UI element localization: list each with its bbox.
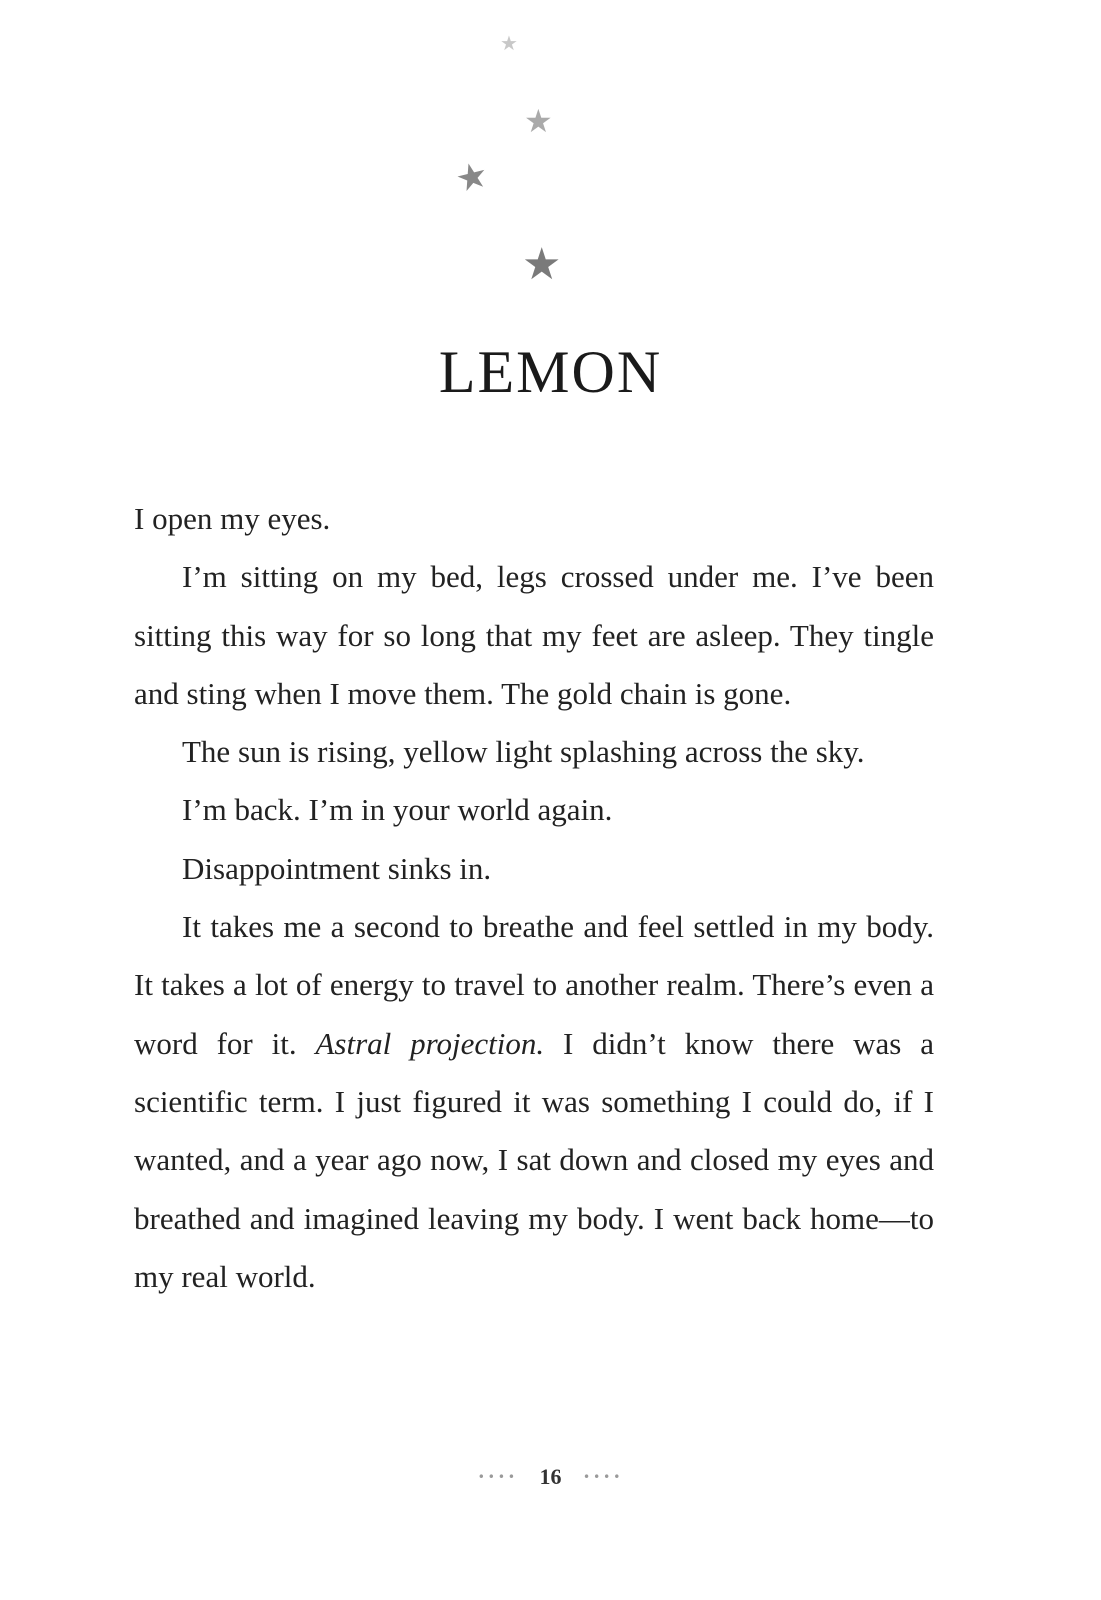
- star-icon: ★: [524, 102, 553, 140]
- paragraph: Disappointment sinks in.: [182, 850, 492, 886]
- paragraph: I open my eyes.: [134, 501, 331, 536]
- footer-dots-left: ••••: [477, 1469, 518, 1484]
- paragraph: [134, 898, 934, 1306]
- star-icon: ★: [500, 31, 518, 55]
- paragraph-text: I didn’t know there was a scientific term. I just figured it was something I could do, if I wanted, and a year ago now, I sat down and closed my eyes and breathed and imagined leaving my body. I went back home—to my real world.: [134, 1025, 934, 1294]
- chapter-title: LEMON: [438, 339, 663, 405]
- paragraph-text: It takes me a second to breathe and feel settled in my body. It takes a lot of energy to travel to another realm. There’s even a word for it.: [134, 909, 934, 1061]
- paragraph: I’m sitting on my bed, legs crossed under me. I’ve been sitting this way for so long that my feet are asleep. They tingle and sting when I move them. The gold chain is gone.: [134, 559, 934, 711]
- star-decoration: [0, 0, 1101, 320]
- paragraph: I’m back. I’m in your world again.: [182, 792, 613, 828]
- paragraph: The sun is rising, yellow light splashing across the sky.: [182, 734, 865, 770]
- body-text: [134, 490, 934, 1306]
- italic-term: Astral projection.: [315, 1025, 545, 1061]
- star-icon: ★: [451, 153, 493, 202]
- page-number: 16: [539, 1463, 562, 1489]
- footer-dots-right: ••••: [583, 1469, 624, 1484]
- page-footer: [0, 1462, 1101, 1490]
- star-icon: ★: [522, 239, 562, 290]
